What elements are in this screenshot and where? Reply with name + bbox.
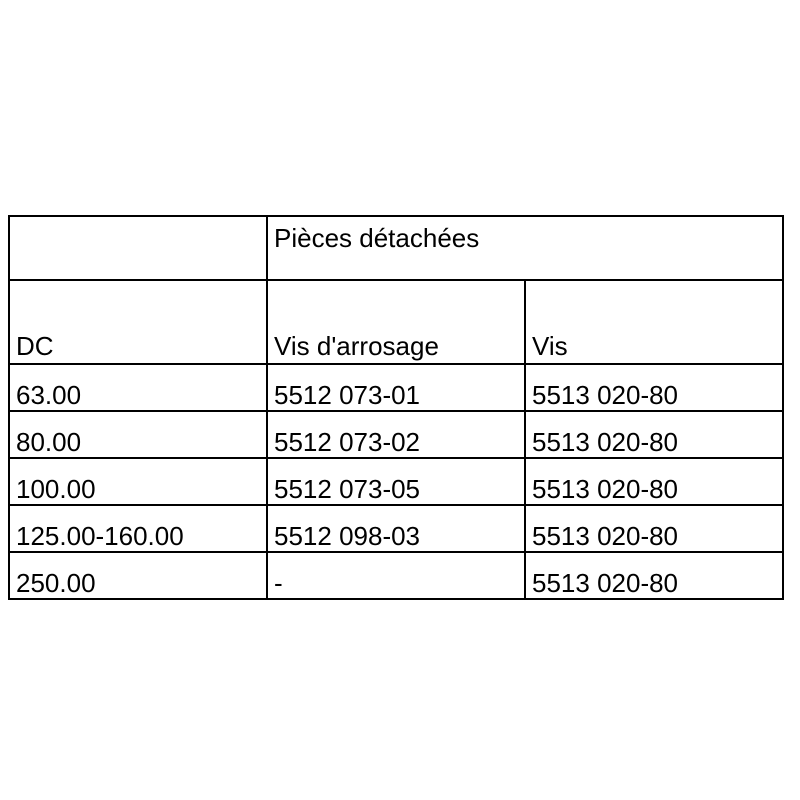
- cell-value: 250.00: [16, 568, 96, 598]
- spare-parts-table-container: [8, 215, 784, 600]
- cell-value: 100.00: [16, 474, 96, 504]
- table-group-title: Pièces détachées: [274, 223, 480, 253]
- cell-dc: [9, 411, 267, 458]
- cell-dc: [9, 505, 267, 552]
- cell-value: 5513 020-80: [532, 474, 679, 504]
- cell-dc: [9, 552, 267, 599]
- cell-value: 5512 073-01: [274, 380, 421, 410]
- header-cell-vis: [525, 280, 783, 364]
- cell-vis-arrosage: [267, 411, 525, 458]
- cell-vis: [525, 458, 783, 505]
- cell-vis: [525, 411, 783, 458]
- cell-value: 63.00: [16, 380, 82, 410]
- table-row: [9, 458, 783, 505]
- cell-value: 80.00: [16, 427, 82, 457]
- table-row: [9, 411, 783, 458]
- cell-dc: [9, 364, 267, 411]
- table-group-title-cell: [267, 216, 783, 280]
- cell-value: 5513 020-80: [532, 380, 679, 410]
- header-label-dc: DC: [16, 331, 54, 361]
- table-title-row: [9, 216, 783, 280]
- header-label-vis: Vis: [532, 331, 568, 361]
- cell-value: 5512 073-05: [274, 474, 421, 504]
- cell-vis-arrosage: [267, 505, 525, 552]
- cell-value: 5513 020-80: [532, 427, 679, 457]
- table-corner-cell: [9, 216, 267, 280]
- cell-value: -: [274, 568, 283, 598]
- cell-vis: [525, 364, 783, 411]
- cell-value: 5512 073-02: [274, 427, 421, 457]
- table-header-row: [9, 280, 783, 364]
- header-label-vis-arrosage: Vis d'arrosage: [274, 331, 439, 361]
- cell-value: 5513 020-80: [532, 521, 679, 551]
- table-row: [9, 552, 783, 599]
- cell-value: 5512 098-03: [274, 521, 421, 551]
- cell-vis: [525, 552, 783, 599]
- cell-value: 125.00-160.00: [16, 521, 184, 551]
- table-row: [9, 364, 783, 411]
- cell-vis-arrosage: [267, 458, 525, 505]
- header-cell-vis-arrosage: [267, 280, 525, 364]
- cell-vis: [525, 505, 783, 552]
- table-row: [9, 505, 783, 552]
- header-cell-dc: [9, 280, 267, 364]
- cell-value: 5513 020-80: [532, 568, 679, 598]
- cell-dc: [9, 458, 267, 505]
- spare-parts-table: [8, 215, 784, 600]
- cell-vis-arrosage: [267, 552, 525, 599]
- cell-vis-arrosage: [267, 364, 525, 411]
